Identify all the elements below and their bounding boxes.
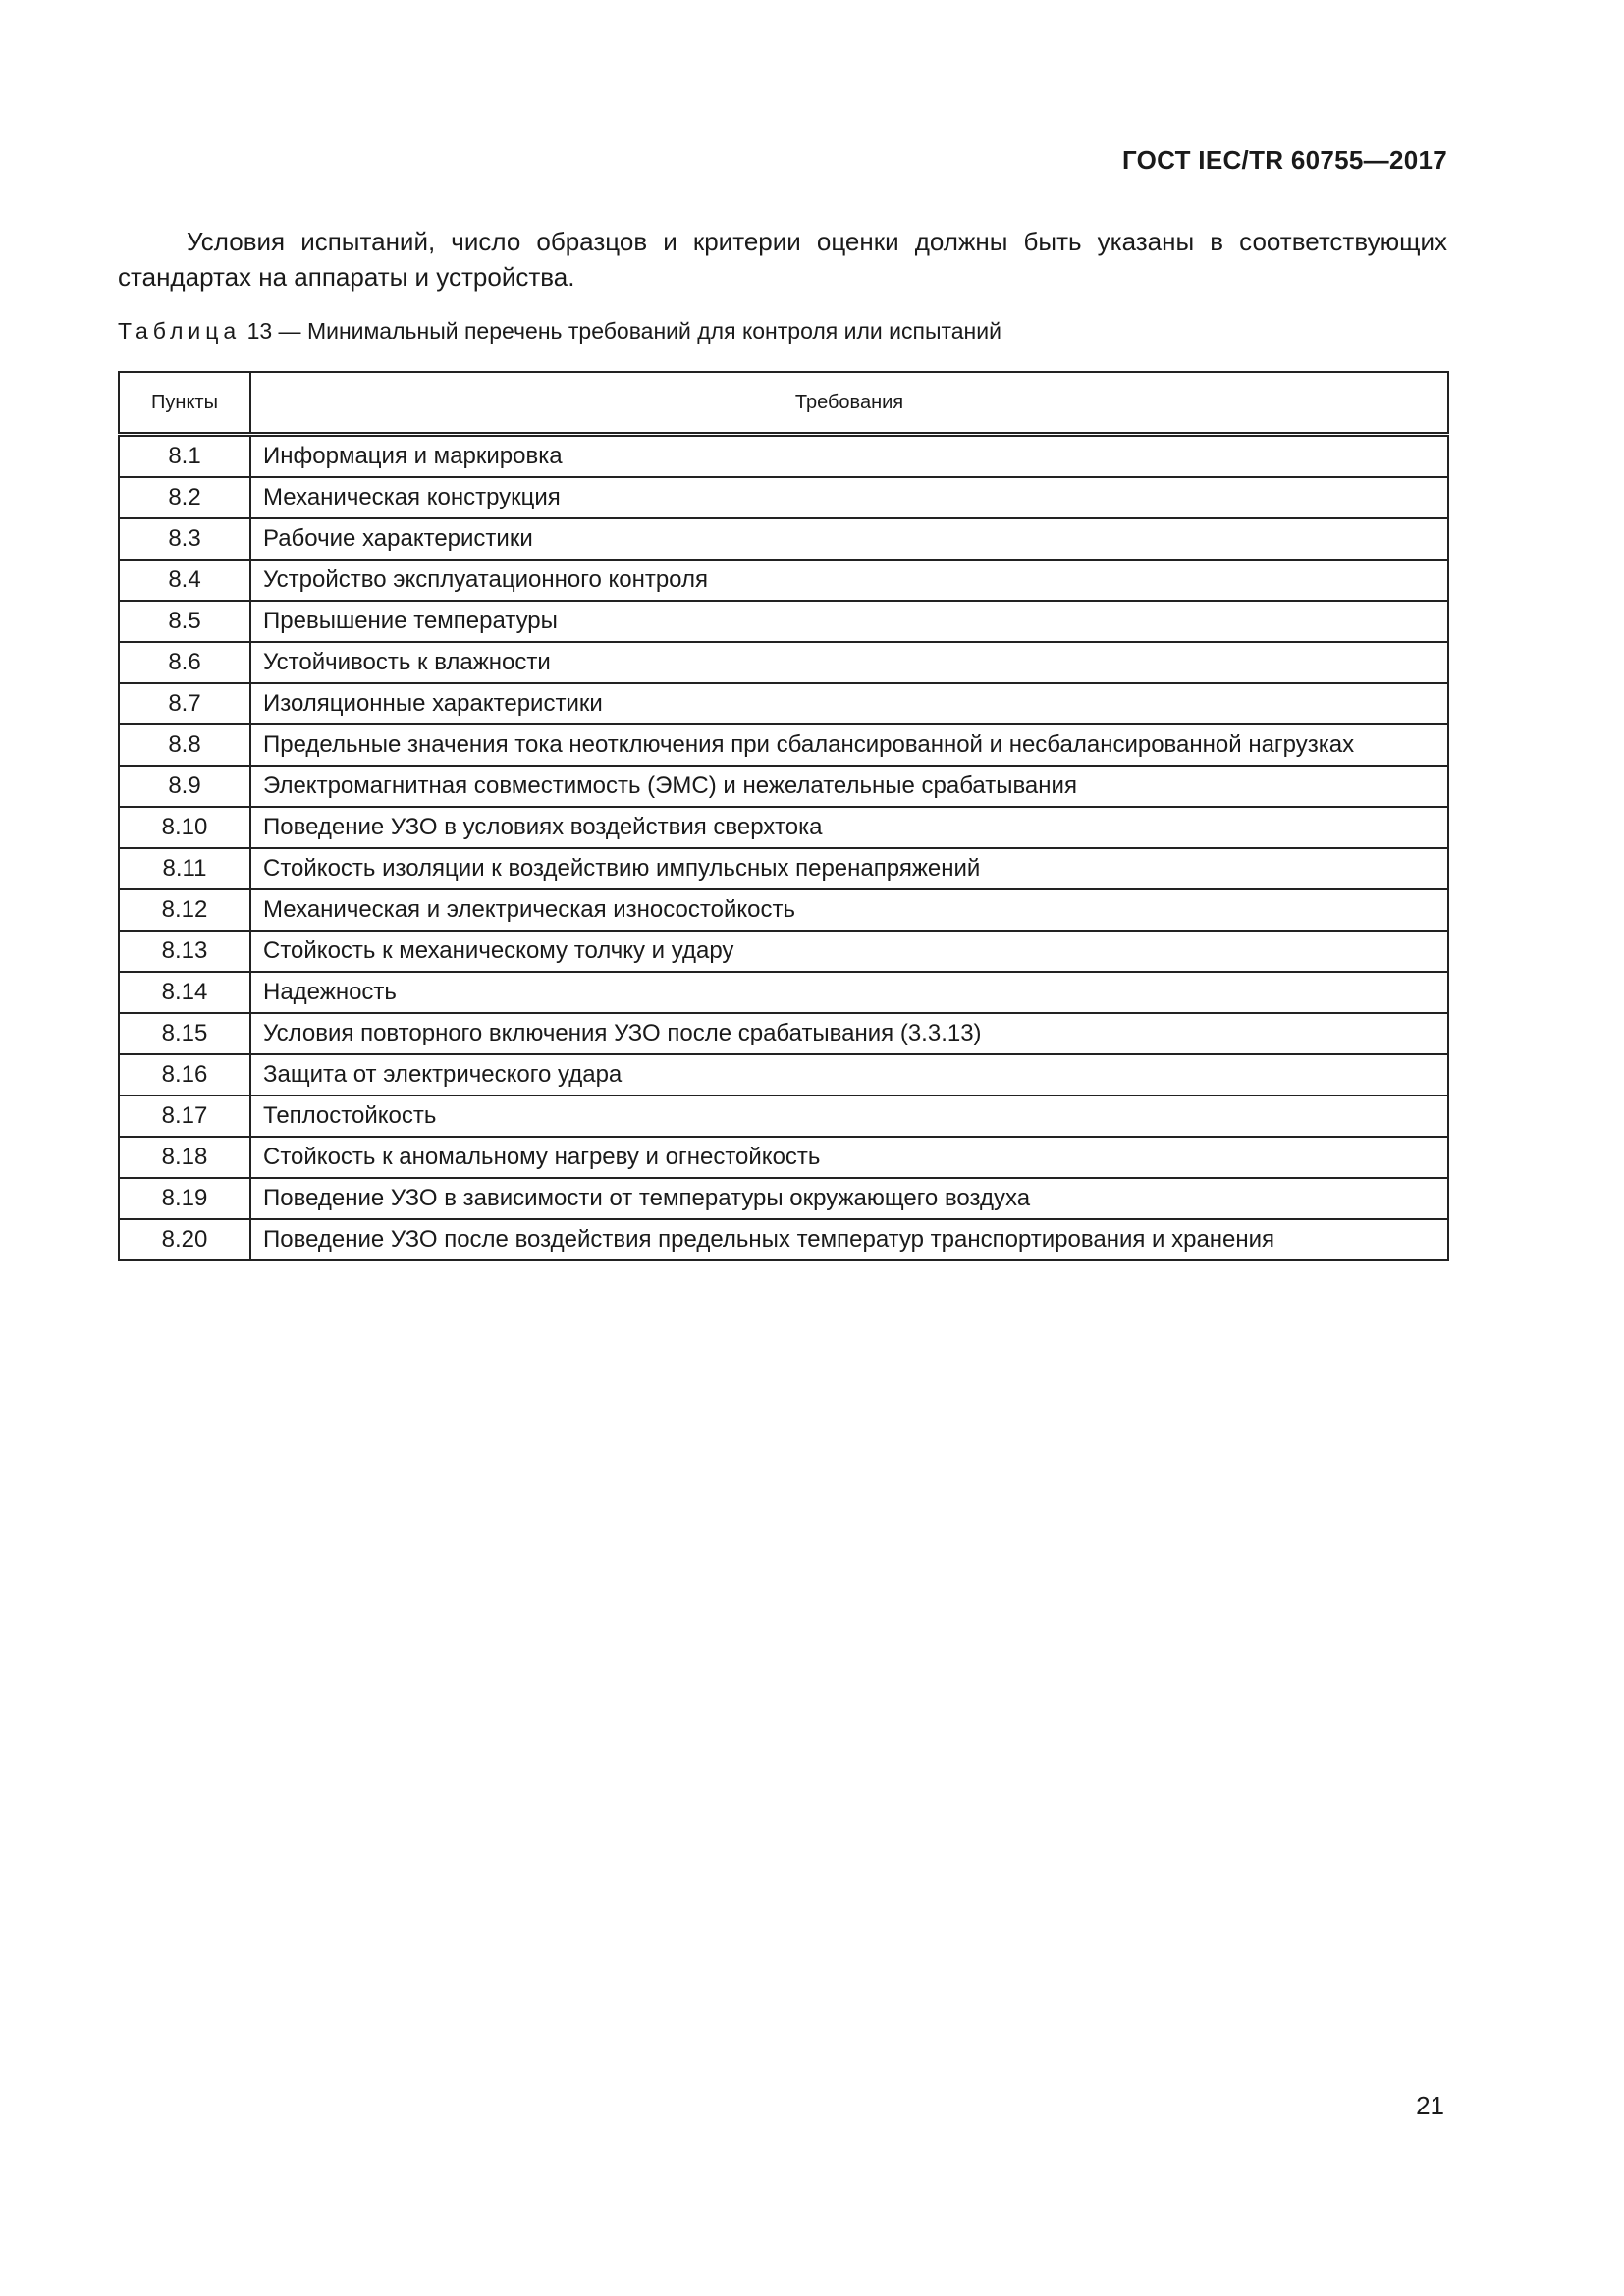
requirement-text: Устройство эксплуатационного контроля: [250, 560, 1448, 601]
clause-number: 8.10: [119, 807, 250, 848]
table-row: [119, 1054, 1448, 1095]
requirement-text: Стойкость изоляции к воздействию импульсных перенапряжений: [250, 848, 1448, 889]
table-row: [119, 807, 1448, 848]
clause-number: 8.1: [119, 435, 250, 478]
table-row: [119, 560, 1448, 601]
table-row: [119, 642, 1448, 683]
clause-number: 8.7: [119, 683, 250, 724]
requirement-text: Электромагнитная совместимость (ЭМС) и нежелательные срабатывания: [250, 766, 1448, 807]
requirement-text: Поведение УЗО после воздействия предельных температур транспортирования и хранения: [250, 1219, 1448, 1260]
page-number: 21: [1416, 2091, 1444, 2120]
clause-number: 8.20: [119, 1219, 250, 1260]
requirement-text: Стойкость к механическому толчку и удару: [250, 931, 1448, 972]
table-row: [119, 766, 1448, 807]
clause-number: 8.11: [119, 848, 250, 889]
table-row: [119, 683, 1448, 724]
table-row: [119, 435, 1448, 478]
table-caption-label: Таблица: [118, 318, 242, 344]
requirement-text: Устойчивость к влажности: [250, 642, 1448, 683]
clause-number: 8.6: [119, 642, 250, 683]
clause-number: 8.8: [119, 724, 250, 766]
requirement-text: Рабочие характеристики: [250, 518, 1448, 560]
requirement-text: Изоляционные характеристики: [250, 683, 1448, 724]
table-row: [119, 724, 1448, 766]
clause-number: 8.18: [119, 1137, 250, 1178]
clause-number: 8.3: [119, 518, 250, 560]
table-caption-text: 13 — Минимальный перечень требований для контроля или испытаний: [246, 318, 1001, 344]
requirement-text: Условия повторного включения УЗО после срабатывания (3.3.13): [250, 1013, 1448, 1054]
requirement-text: Защита от электрического удара: [250, 1054, 1448, 1095]
requirement-text: Поведение УЗО в зависимости от температуры окружающего воздуха: [250, 1178, 1448, 1219]
intro-paragraph: Условия испытаний, число образцов и критерии оценки должны быть указаны в соответствующих стандартах на аппараты и устройства.: [118, 227, 1447, 292]
requirement-text: Поведение УЗО в условиях воздействия сверхтока: [250, 807, 1448, 848]
table-row: [119, 848, 1448, 889]
table-row: [119, 1178, 1448, 1219]
table-row: [119, 1137, 1448, 1178]
clause-number: 8.17: [119, 1095, 250, 1137]
requirement-text: Механическая и электрическая износостойкость: [250, 889, 1448, 931]
requirements-table: [118, 371, 1449, 1261]
clause-number: 8.16: [119, 1054, 250, 1095]
table-row: [119, 1095, 1448, 1137]
column-header-requirements: Требования: [250, 372, 1448, 435]
clause-number: 8.12: [119, 889, 250, 931]
clause-number: 8.2: [119, 477, 250, 518]
clause-number: 8.4: [119, 560, 250, 601]
table-row: [119, 601, 1448, 642]
clause-number: 8.15: [119, 1013, 250, 1054]
table-row: [119, 972, 1448, 1013]
table-row: [119, 1013, 1448, 1054]
requirement-text: Стойкость к аномальному нагреву и огнестойкость: [250, 1137, 1448, 1178]
table-row: [119, 477, 1448, 518]
requirement-text: Информация и маркировка: [250, 435, 1448, 478]
clause-number: 8.9: [119, 766, 250, 807]
clause-number: 8.14: [119, 972, 250, 1013]
table-caption: [118, 316, 1001, 346]
table-row: [119, 518, 1448, 560]
table-header-row: [119, 372, 1448, 435]
table-body: [119, 435, 1448, 1261]
requirement-text: Надежность: [250, 972, 1448, 1013]
table-row: [119, 889, 1448, 931]
clause-number: 8.19: [119, 1178, 250, 1219]
clause-number: 8.5: [119, 601, 250, 642]
document-code: ГОСТ IEC/TR 60755—2017: [1121, 145, 1447, 175]
table-row: [119, 1219, 1448, 1260]
table-row: [119, 931, 1448, 972]
requirement-text: Превышение температуры: [250, 601, 1448, 642]
requirement-text: Механическая конструкция: [250, 477, 1448, 518]
column-header-items: Пункты: [119, 372, 250, 435]
clause-number: 8.13: [119, 931, 250, 972]
requirement-text: Предельные значения тока неотключения при сбалансированной и несбалансированной нагрузках: [250, 724, 1448, 766]
requirement-text: Теплостойкость: [250, 1095, 1448, 1137]
